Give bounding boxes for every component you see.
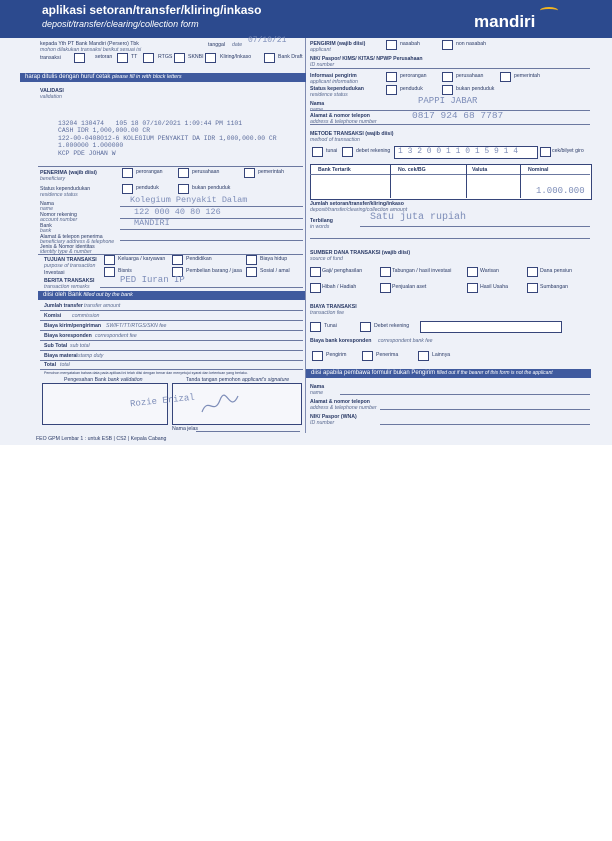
bank-only-text-en: filled out by the bank xyxy=(83,292,133,298)
recipient-account-label: Nomor rekening xyxy=(40,212,77,218)
applicant-signature-text: Tanda tangan pemohon xyxy=(186,377,241,383)
sender-noncustomer-label: non nasabah xyxy=(456,41,487,47)
nominal-value[interactable]: 1.000.000 xyxy=(536,186,585,196)
rep-id-label-en: ID number xyxy=(310,420,335,426)
recipient-account-value[interactable]: 122 000 40 80 126 xyxy=(134,207,221,217)
sender-individual-label: perorangan xyxy=(400,73,427,79)
fee-line-4 xyxy=(40,340,303,341)
opt-bankdraft-label: Bank Draft xyxy=(278,54,303,60)
corr-applicant-checkbox[interactable] xyxy=(312,351,323,361)
purpose-education-label: Pendidikan xyxy=(186,256,212,262)
fee-cash-label: Tunai xyxy=(324,323,337,329)
sender-status-label-en: residence status xyxy=(310,92,348,98)
purpose-living-checkbox[interactable] xyxy=(246,255,257,265)
form-header xyxy=(0,0,612,38)
cheque-col-divider-3 xyxy=(520,164,521,198)
logo-wave-icon xyxy=(540,7,558,14)
corr-fee-label: Biaya bank koresponden xyxy=(310,338,372,344)
recipient-account-label-en: account number xyxy=(40,217,78,223)
opt-kliring-label: Kliring/Inkaso xyxy=(220,54,252,60)
recipient-address-label-en: beneficiary address & telephone xyxy=(40,239,115,245)
source-business-checkbox[interactable] xyxy=(467,283,478,293)
source-gift-label: Hibah / Hadiah xyxy=(322,284,357,290)
corr-beneficiary-checkbox[interactable] xyxy=(362,351,373,361)
source-pension-checkbox[interactable] xyxy=(527,267,538,277)
recipient-address-label: Alamat & telepon penerima xyxy=(40,234,103,240)
cheque-col-currency: Valuta xyxy=(472,167,488,173)
corr-fee-label-en: correspondent bank fee xyxy=(378,338,433,344)
opt-sknbi-checkbox[interactable] xyxy=(174,53,185,63)
purpose-business-label: Bisnis xyxy=(118,268,132,274)
source-gift-checkbox[interactable] xyxy=(310,283,321,293)
source-inheritance-checkbox[interactable] xyxy=(467,267,478,277)
sender-label-en: applicant xyxy=(310,47,331,53)
recipient-label-en: beneficiary xyxy=(40,176,66,182)
bank-validation-text: Pengesahan Bank xyxy=(64,377,107,383)
remarks-label: BERITA TRANSAKSI xyxy=(44,278,95,284)
recipient-individual-label: perorangan xyxy=(136,169,163,175)
source-salary-checkbox[interactable] xyxy=(310,267,321,277)
source-savings-label: Tabungan / hasil investasi xyxy=(392,268,452,274)
method-cheque-checkbox[interactable] xyxy=(540,147,551,157)
sender-phone-label-en: address & telephone number xyxy=(310,119,377,125)
fee-line-6 xyxy=(40,360,303,361)
recipient-address-line xyxy=(120,240,303,241)
sender-status-label: Status kependudukan xyxy=(310,86,364,92)
validation-label-en: validation xyxy=(40,94,62,100)
sender-customer-checkbox[interactable] xyxy=(386,40,397,50)
rep-address-line xyxy=(380,409,590,410)
fee-debit-checkbox[interactable] xyxy=(360,322,371,332)
cheque-col-number: No. cek/BG xyxy=(398,167,426,173)
validation-stamp: 13204 130474 105 18 07/10/2021 1:09:44 PM 1101 CASH IDR 1,000,000.00 CR 122-00-0408012-6 KOLEGIUM PENYAKIT DA IDR 1,000,000.00 CR 1.000000 1.000000 KCP PDE JOHAN W xyxy=(58,120,277,157)
purpose-label: TUJUAN TRANSAKSI xyxy=(44,257,97,263)
cheque-col-bank: Bank Tertarik xyxy=(318,167,351,173)
fee-row-correspondent: Biaya koresponden xyxy=(44,333,92,339)
fee-line-7 xyxy=(40,369,303,370)
applicant-statement: Pemohon menyatakan bahwa data pada aplikasi ini telah diisi dengan benar dan menyetujui syarat dan ketentuan yang berlaku. xyxy=(44,371,248,375)
rep-address-label: Alamat & nomor telepon xyxy=(310,399,370,405)
corr-others-label: Lainnya xyxy=(432,352,451,358)
method-debit-label: debet rekening xyxy=(356,148,391,154)
recipient-company-label: perusahaan xyxy=(192,169,220,175)
sender-resident-label: penduduk xyxy=(400,86,423,92)
fee-cash-checkbox[interactable] xyxy=(310,322,321,332)
date-value[interactable]: 07/10/21 xyxy=(248,36,287,45)
sender-info-label-en: applicant information xyxy=(310,79,358,85)
opt-bankdraft-checkbox[interactable] xyxy=(264,53,275,63)
to-bank-text: kepada Yth PT Bank Mandiri (Persero) Tbk xyxy=(40,41,139,47)
opt-tt-label: TT xyxy=(131,54,138,60)
sender-customer-label: nasabah xyxy=(400,41,420,47)
sender-government-label: pemerintah xyxy=(514,73,540,79)
recipient-nonresident-label: bukan penduduk xyxy=(192,185,231,191)
fee-row-stamp-en: stamp duty xyxy=(78,353,104,359)
purpose-purchase-label: Pembelian barang / jasa xyxy=(186,268,242,274)
rep-id-label: NIK/ Paspor (WNA) xyxy=(310,414,357,420)
fee-row-sending-en: SWIFT/TT/RTGS/SKN fee xyxy=(106,323,167,329)
block-letters-bar xyxy=(20,73,306,82)
rep-name-label-en: name xyxy=(310,390,323,396)
recipient-bank-label: Bank xyxy=(40,223,52,229)
fee-debit-label: Debet rekening xyxy=(374,323,410,329)
sender-id-line xyxy=(310,68,590,69)
form-title: aplikasi setoran/transfer/kliring/inkaso xyxy=(42,3,262,17)
clear-name-label: Nama jelas xyxy=(172,426,198,432)
bank-only-bar xyxy=(38,291,305,300)
fee-row-commission-en: commission xyxy=(72,313,100,319)
rep-address-label-en: address & telephone number xyxy=(310,405,377,411)
rep-name-line xyxy=(340,394,590,395)
form-subtitle: deposit/transfer/clearing/collection form xyxy=(42,19,199,29)
representative-text-en: filled out if the bearer of this form is not the applicant xyxy=(436,370,553,376)
source-donation-checkbox[interactable] xyxy=(527,283,538,293)
fee-row-total: Total xyxy=(44,362,57,368)
sender-noncustomer-checkbox[interactable] xyxy=(442,40,453,50)
teller-stamp-name: Rozie Erizal xyxy=(129,392,196,410)
purpose-investment-label: Investasi xyxy=(44,270,65,276)
spelled-label: Terbilang xyxy=(310,218,333,224)
fee-line-2 xyxy=(40,320,303,321)
cheque-col-divider-1 xyxy=(390,164,391,198)
recipient-separator xyxy=(38,166,303,167)
debit-account-value: 1 3 2 0 0 1 1 0 1 5 9 1 4 xyxy=(398,147,519,156)
recipient-bank-value[interactable]: MANDIRI xyxy=(134,218,170,228)
sender-nonresident-label: bukan penduduk xyxy=(456,86,495,92)
cheque-col-divider-2 xyxy=(466,164,467,198)
source-label: SUMBER DANA TRANSAKSI (wajib diisi) xyxy=(310,250,411,256)
amount-label-en: deposit/transfer/clearing/collection amount xyxy=(310,207,408,213)
block-letters-text-en: please fill in with block letters xyxy=(112,74,182,80)
method-label-en: method of transaction xyxy=(310,137,360,143)
representative-bar xyxy=(306,369,591,378)
purpose-social-label: Sosial / amal xyxy=(260,268,290,274)
sender-info-label: Informasi pengirim xyxy=(310,73,357,79)
spelled-line-1 xyxy=(360,226,590,227)
source-assets-label: Penjualan aset xyxy=(392,284,427,290)
sender-government-checkbox[interactable] xyxy=(500,72,511,82)
recipient-id-label: Jenis & Nomor identitas xyxy=(40,244,95,250)
sender-id-label-en: ID number xyxy=(310,62,335,68)
source-assets-checkbox[interactable] xyxy=(380,283,391,293)
sender-name-label: Nama xyxy=(310,101,325,107)
recipient-individual-checkbox[interactable] xyxy=(122,168,133,178)
recipient-id-label-en: identity type & number xyxy=(40,249,92,255)
block-letters-text: harap ditulis dengan huruf cetak xyxy=(25,74,111,80)
purpose-education-checkbox[interactable] xyxy=(172,255,183,265)
applicant-signature-text-en: applicant's signature xyxy=(241,377,290,383)
validation-label: VALIDASI xyxy=(40,88,64,94)
sender-company-label: perusahaan xyxy=(456,73,484,79)
to-bank-text-en: mohon dilakukan transaksi berikut sesuai isi xyxy=(40,47,142,53)
fee-row-stamp: Biaya materai xyxy=(44,353,78,359)
source-salary-label: Gaji/ penghasilan xyxy=(322,268,363,274)
sender-phone-value[interactable]: 0817 924 68 7787 xyxy=(412,110,504,121)
purpose-business-checkbox[interactable] xyxy=(104,267,115,277)
fee-row-sending: Biaya kirim/pengiriman xyxy=(44,323,102,329)
sender-phone-label: Alamat & nomor telepon xyxy=(310,113,370,119)
purpose-living-label: Biaya hidup xyxy=(260,256,288,262)
fee-row-subtotal-en: sub total xyxy=(70,343,90,349)
clear-name-line xyxy=(196,431,300,432)
mandiri-logo: mandiri xyxy=(474,12,536,31)
spelled-value[interactable]: Satu juta rupiah xyxy=(370,212,467,223)
purpose-label-en: purpose of transaction xyxy=(44,263,96,269)
purpose-social-checkbox[interactable] xyxy=(246,267,257,277)
sender-resident-checkbox[interactable] xyxy=(386,85,397,95)
recipient-status-label-en: residence status xyxy=(40,192,78,198)
method-debit-checkbox[interactable] xyxy=(342,147,353,157)
bank-validation-text-en: bank validation xyxy=(107,377,143,383)
recipient-status-label: Status kependudukan xyxy=(40,186,91,192)
fee-line-5 xyxy=(40,350,303,351)
fee-row-transfer: Jumlah transfer xyxy=(44,303,83,309)
form-footer-code: FEO GPM Lembar 1 : untuk ESB | CS2 | Kepala Cabang xyxy=(36,436,167,442)
sender-nonresident-checkbox[interactable] xyxy=(442,85,453,95)
fee-debit-account-field[interactable] xyxy=(420,321,562,333)
source-savings-checkbox[interactable] xyxy=(380,267,391,277)
corr-others-checkbox[interactable] xyxy=(418,351,429,361)
recipient-name-label-en: name xyxy=(40,206,53,212)
opt-sknbi-label: SKNBI xyxy=(188,54,204,60)
fee-row-transfer-en: transfer amount xyxy=(84,303,121,309)
recipient-bank-line xyxy=(120,229,303,230)
opt-rtgs-label: RTGS xyxy=(158,54,173,60)
opt-setoran-checkbox[interactable] xyxy=(74,53,85,63)
purpose-family-checkbox[interactable] xyxy=(104,255,115,265)
method-label: METODE TRANSAKSI (wajib diisi) xyxy=(310,131,394,137)
recipient-name-value[interactable]: Kolegium Penyakit Dalam xyxy=(130,195,248,205)
rep-id-line xyxy=(380,424,590,425)
remarks-line xyxy=(100,287,303,288)
opt-kliring-checkbox[interactable] xyxy=(205,53,216,63)
representative-text: diisi apabila pembawa formulir bukan Pengirim xyxy=(311,370,436,376)
recipient-name-label: Nama xyxy=(40,201,54,207)
purpose-family-label: Keluarga / karyawan xyxy=(118,256,166,262)
recipient-nonresident-checkbox[interactable] xyxy=(178,184,189,194)
method-cash-checkbox[interactable] xyxy=(312,147,323,157)
purpose-separator xyxy=(38,254,303,255)
handwritten-signature-icon xyxy=(200,392,240,418)
remarks-value[interactable]: PED Iuran IP xyxy=(120,275,185,285)
amount-label: Jumlah setoran/transfer/kliring/inkaso xyxy=(310,201,404,207)
spelled-line-2 xyxy=(310,238,590,239)
cheque-col-amount: Nominal xyxy=(528,167,549,173)
fee-row-commission: Komisi xyxy=(44,313,62,319)
source-donation-label: Sumbangan xyxy=(540,284,568,290)
opt-rtgs-checkbox[interactable] xyxy=(143,53,154,63)
fee-label-en: transaction fee xyxy=(310,310,345,316)
sender-name-label-en: name xyxy=(310,107,323,113)
spelled-label-en: in words xyxy=(310,224,330,230)
remarks-label-en: transaction remarks xyxy=(44,284,90,290)
sender-label: PENGIRIM (wajib diisi) xyxy=(310,41,366,47)
sender-phone-line xyxy=(310,124,590,125)
recipient-resident-label: penduduk xyxy=(136,185,159,191)
cheque-header-line xyxy=(310,174,590,175)
recipient-government-checkbox[interactable] xyxy=(244,168,255,178)
applicant-signature-label xyxy=(186,377,289,383)
method-cheque-label: cek/bilyet giro xyxy=(552,148,584,154)
opt-setoran-label: setoran xyxy=(95,54,113,60)
source-label-en: source of fund xyxy=(310,256,343,262)
sender-individual-checkbox[interactable] xyxy=(386,72,397,82)
date-label: tanggal xyxy=(208,42,226,48)
fee-row-correspondent-en: correspondent fee xyxy=(95,333,137,339)
rep-name-label: Nama xyxy=(310,384,325,390)
recipient-government-label: pemerintah xyxy=(258,169,284,175)
sender-id-label: NIK/ Paspor/ KIMS/ KITAS/ NPWP Perusahaan xyxy=(310,56,423,62)
recipient-bank-label-en: bank xyxy=(40,228,52,234)
fee-line-1 xyxy=(40,310,303,311)
bank-validation-label xyxy=(64,377,142,383)
fee-row-total-en: total xyxy=(60,362,70,368)
sender-company-checkbox[interactable] xyxy=(442,72,453,82)
corr-beneficiary-label: Penerima xyxy=(376,352,399,358)
recipient-resident-checkbox[interactable] xyxy=(122,184,133,194)
bank-only-text: diisi oleh Bank xyxy=(43,292,82,298)
sender-name-value[interactable]: PAPPI JABAR xyxy=(418,96,478,106)
source-inheritance-label: Warisan xyxy=(480,268,499,274)
method-cash-label: tunai xyxy=(326,148,338,154)
recipient-company-checkbox[interactable] xyxy=(178,168,189,178)
recipient-label: PENERIMA (wajib diisi) xyxy=(40,170,97,176)
date-label-en: date xyxy=(232,42,243,48)
transaction-type-label: transaksi xyxy=(40,55,61,61)
opt-tt-checkbox[interactable] xyxy=(117,53,128,63)
source-pension-label: Dana pensiun xyxy=(540,268,573,274)
corr-applicant-label: Pengirim xyxy=(326,352,347,358)
source-business-label: Hasil Usaha xyxy=(480,284,508,290)
fee-label: BIAYA TRANSAKSI xyxy=(310,304,357,310)
fee-line-3 xyxy=(40,330,303,331)
fee-row-subtotal: Sub Total xyxy=(44,343,68,349)
